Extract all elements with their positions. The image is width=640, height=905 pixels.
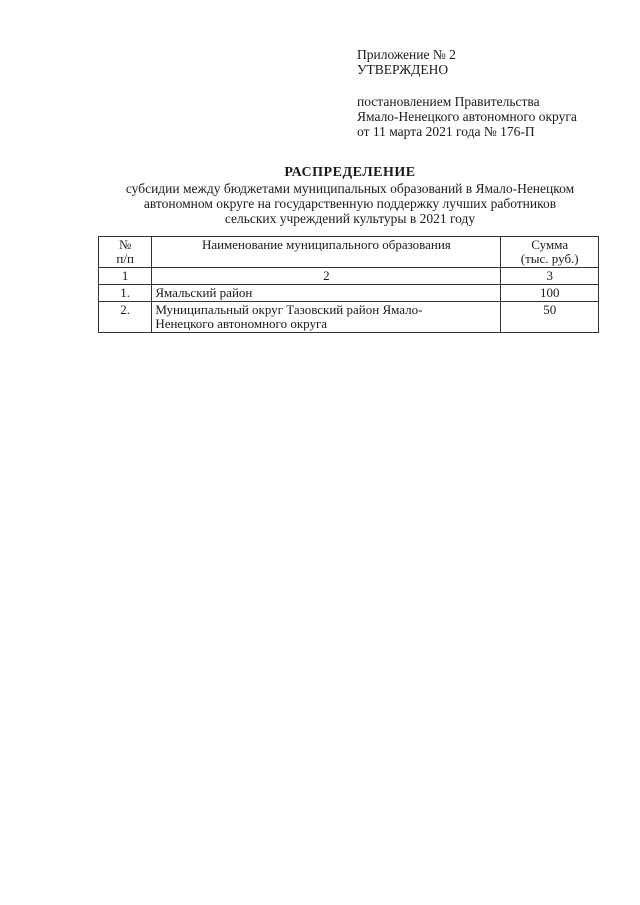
resolution-line-3: от 11 марта 2021 года № 176-П	[357, 124, 535, 139]
title-line-2: автономном округе на государственную поддержку лучших работников	[143, 196, 557, 211]
title-line-1: субсидии между бюджетами муниципальных образований в Ямало-Ненецком	[125, 181, 575, 196]
header-sum: Сумма (тыс. руб.)	[501, 237, 599, 268]
table-header-row	[99, 237, 599, 268]
document-heading: РАСПРЕДЕЛЕНИЕ	[284, 165, 416, 180]
row-num: 2.	[99, 302, 152, 333]
col-number-1: 1	[99, 268, 152, 285]
title-line-3: сельских учреждений культуры в 2021 году	[224, 211, 476, 226]
resolution-line-1: постановлением Правительства	[357, 94, 540, 109]
row-num: 1.	[99, 285, 152, 302]
row-name: Муниципальный округ Тазовский район Ямало- Ненецкого автономного округа	[152, 302, 501, 333]
col-number-3: 3	[501, 268, 599, 285]
table-row	[99, 302, 599, 333]
header-num: № п/п	[99, 237, 152, 268]
column-number-row	[99, 268, 599, 285]
table-row	[99, 285, 599, 302]
resolution-line-2: Ямало-Ненецкого автономного округа	[357, 109, 577, 124]
col-number-2: 2	[152, 268, 501, 285]
document-title-block	[90, 165, 610, 226]
distribution-table	[98, 236, 599, 333]
spacer	[357, 77, 627, 94]
approval-block	[357, 47, 627, 139]
appendix-number: Приложение № 2	[357, 47, 456, 62]
header-name: Наименование муниципального образования	[152, 237, 501, 268]
row-sum: 50	[501, 302, 599, 333]
row-name: Ямальский район	[152, 285, 501, 302]
row-sum: 100	[501, 285, 599, 302]
approved-stamp: УТВЕРЖДЕНО	[357, 62, 449, 77]
